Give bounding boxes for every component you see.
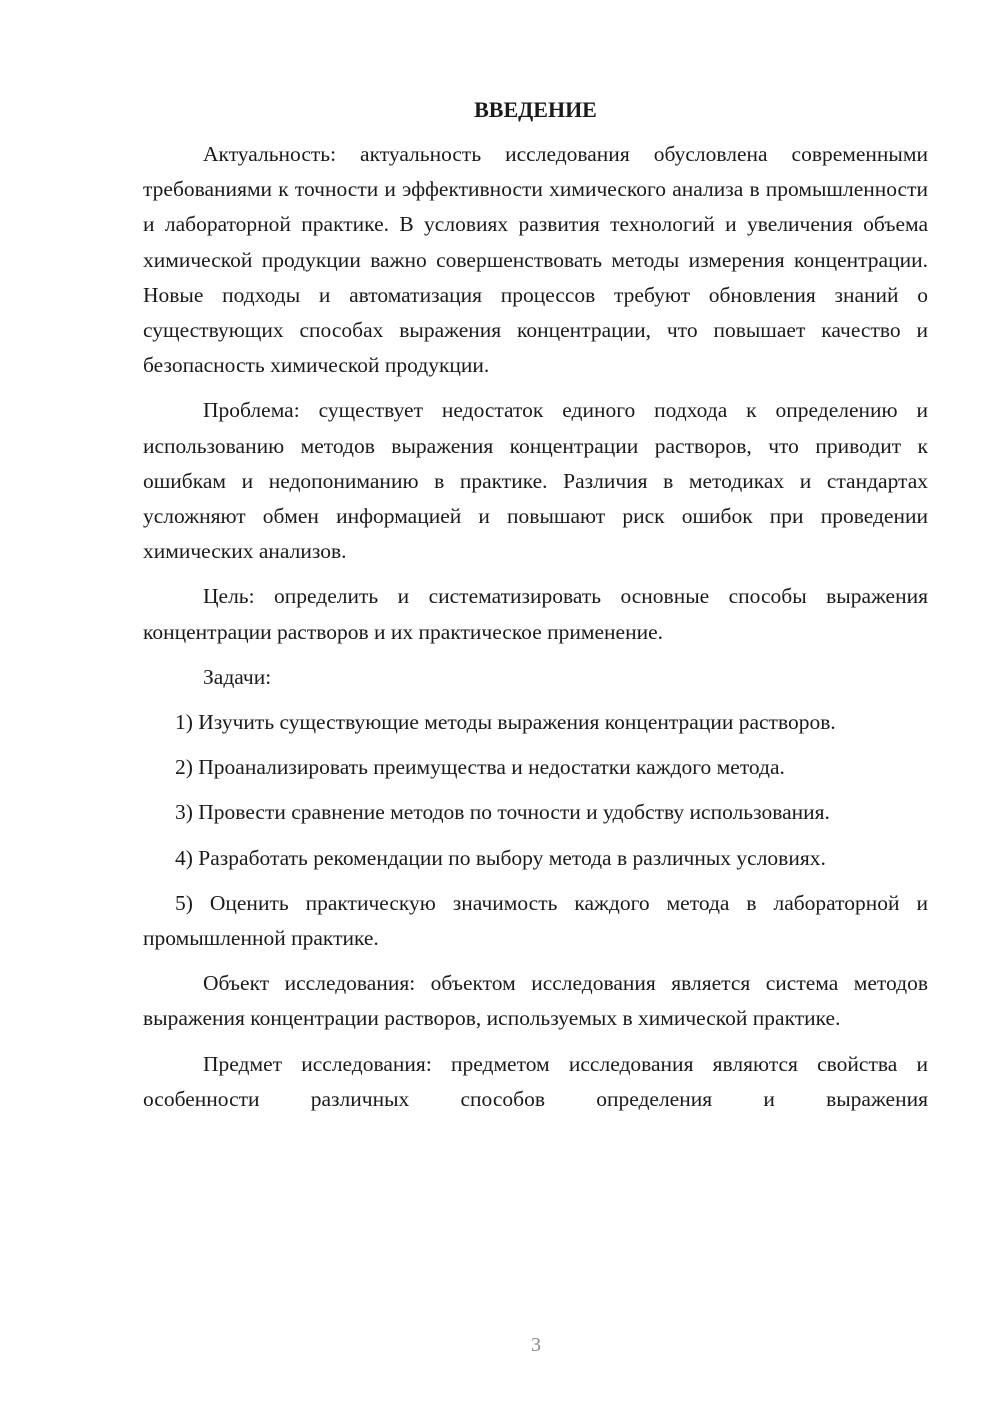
paragraph-problem: Проблема: существует недостаток единого подхода к определению и использованию методов выражения концентрации растворов, что приводит к ошибкам и недопониманию в практике. Различия в методиках и стандартах усложняют обмен информацией и повышают риск ошибок при проведении химических анализов. [143, 398, 928, 564]
section-title: ВВЕДЕНИЕ [474, 97, 597, 122]
task-item: 4) Разработать рекомендации по выбору метода в различных условиях. [175, 845, 826, 870]
task-item: 5) Оценить практическую значимость каждого метода в лабораторной и промышленной практике. [143, 890, 928, 951]
page-number: 3 [531, 1334, 541, 1356]
paragraph-goal: Цель: определить и систематизировать основные способы выражения концентрации растворов и их практическое применение. [143, 584, 928, 644]
paragraph-subject: Предмет исследования: предметом исследования являются свойства и особенности различных способов определения и выражения [143, 1051, 928, 1111]
paragraph-relevance: Актуальность: актуальность исследования обусловлена современными требованиями к точности и эффективности химического анализа в промышленности и лабораторной практике. В условиях развития технологий и увеличения объема химической продукции важно совершенствовать методы измерения концентрации. Новые подходы и автоматизация процессов требуют обновления знаний о существующих способах выражения концентрации, что повышает качество и безопасность химической продукции. [143, 142, 928, 378]
task-item: 3) Провести сравнение методов по точности и удобству использования. [175, 800, 830, 825]
paragraph-object: Объект исследования: объектом исследования является система методов выражения концентрации растворов, используемых в химической практике. [143, 971, 928, 1031]
document-page [143, 92, 928, 1117]
paragraph-tasks-heading: Задачи: [203, 664, 272, 689]
task-item: 2) Проанализировать преимущества и недостатки каждого метода. [175, 755, 785, 780]
task-item: 1) Изучить существующие методы выражения концентрации растворов. [175, 710, 836, 735]
